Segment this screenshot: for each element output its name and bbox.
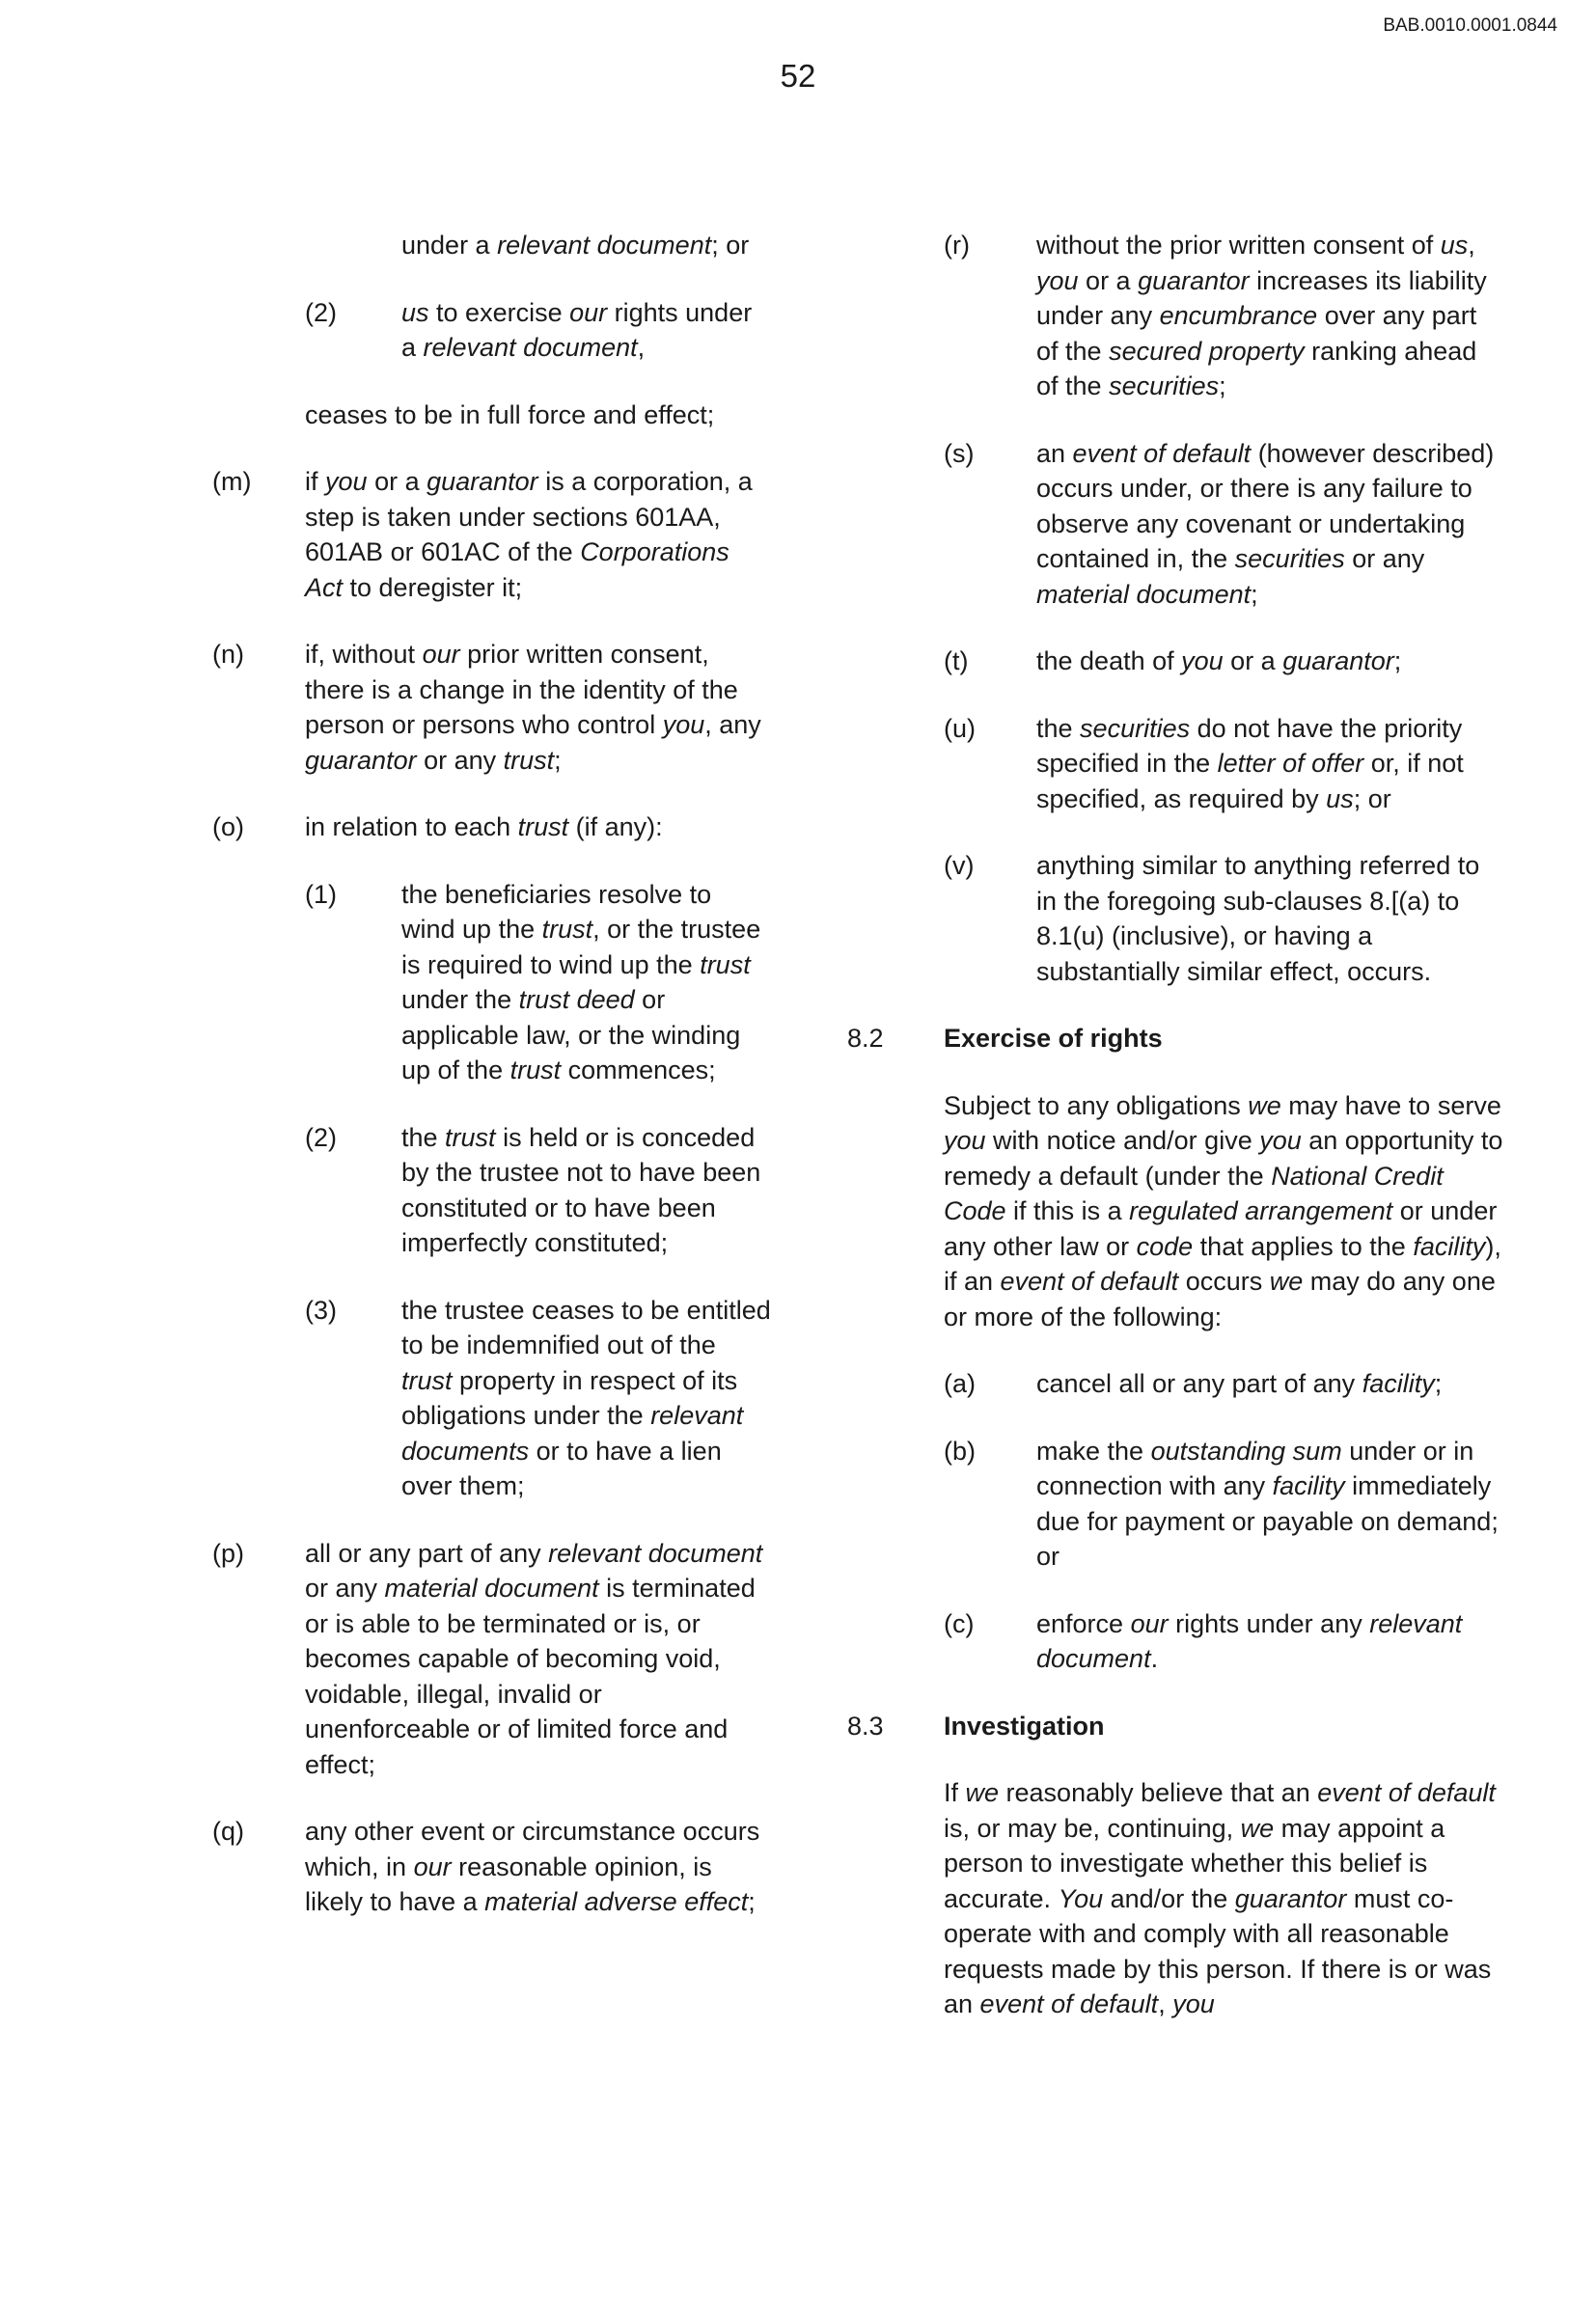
section-title: Investigation xyxy=(944,1711,1105,1741)
section-heading-8-2 xyxy=(847,1021,1503,1056)
clause-label: (a) xyxy=(944,1369,976,1398)
clause-s xyxy=(944,436,1503,613)
section-8-3-body: If we reasonably believe that an event of default is, or may be, continuing, we may appoint a person to investigate whether this belief is accurate. You and/or the guarantor must co-operate with and comply with all reasonable requests made by this person. If there is or was an event of default, you xyxy=(944,1778,1496,2018)
clause-l-1-continuation: under a relevant document; or xyxy=(401,231,750,260)
clause-text: if, without our prior written consent, there is a change in the identity of the person or persons who control you, any guarantor or any trust; xyxy=(305,640,761,775)
clause-label: (3) xyxy=(305,1295,337,1325)
clause-label: (2) xyxy=(305,1122,337,1152)
clause-o xyxy=(212,809,772,845)
clause-label: (t) xyxy=(944,646,969,675)
section-number: 8.3 xyxy=(847,1711,884,1741)
clause-label: (o) xyxy=(212,812,244,841)
clause-8-2-a xyxy=(944,1366,1503,1402)
clause-l-ceases: ceases to be in full force and effect; xyxy=(305,399,715,429)
clause-text: the beneficiaries resolve to wind up the trust, or the trustee is required to wind up the trust under the trust deed or applicable law, or the winding up of the trust commences; xyxy=(401,879,761,1084)
clause-8-2-b xyxy=(944,1434,1503,1575)
clause-text: us to exercise our rights under a relevant document, xyxy=(401,297,753,362)
clause-text: the trustee ceases to be entitled to be indemnified out of the trust property in respect of its obligations under the relevant documents or to have a lien over them; xyxy=(401,1295,771,1500)
section-title: Exercise of rights xyxy=(944,1024,1163,1053)
clause-text: the trust is held or is conceded by the trustee not to have been constituted or to have been imperfectly constituted; xyxy=(401,1122,761,1257)
clause-label: (r) xyxy=(944,231,970,260)
clause-label: (p) xyxy=(212,1538,244,1568)
clause-t xyxy=(944,644,1503,679)
clause-text: if you or a guarantor is a corporation, a step is taken under sections 601AA, 601AB or 601AC of the Corporations Act to deregister it; xyxy=(305,467,753,602)
clause-text: without the prior written consent of us, you or a guarantor increases its liability under any encumbrance over any part of the secured property ranking ahead of the securities; xyxy=(1036,231,1487,400)
clause-r xyxy=(944,228,1503,404)
section-number: 8.2 xyxy=(847,1024,884,1053)
clause-l-2 xyxy=(305,295,772,366)
page-number: 52 xyxy=(780,58,816,94)
clause-text: cancel all or any part of any facility; xyxy=(1036,1369,1443,1398)
clause-text: in relation to each trust (if any): xyxy=(305,812,663,841)
clause-label: (1) xyxy=(305,879,337,909)
clause-label: (n) xyxy=(212,640,244,669)
clause-label: (m) xyxy=(212,467,252,496)
clause-label: (u) xyxy=(944,713,976,743)
clause-p xyxy=(212,1536,772,1783)
clause-n xyxy=(212,637,772,778)
clause-v xyxy=(944,848,1503,989)
clause-text: an event of default (however described) occurs under, or there is any failure to observe any covenant or undertaking contained in, the securities or any material document; xyxy=(1036,438,1495,609)
clause-label: (c) xyxy=(944,1608,975,1638)
clause-text: all or any part of any relevant document or any material document is terminated or is able to be terminated or is, or becomes capable of becoming void, voidable, illegal, invalid or unenforceable or of limited force and effect; xyxy=(305,1538,763,1779)
clause-text: the death of you or a guarantor; xyxy=(1036,646,1402,675)
clause-o-2 xyxy=(305,1120,772,1261)
clause-m xyxy=(212,464,772,605)
section-heading-8-3 xyxy=(847,1709,1503,1744)
clause-label: (b) xyxy=(944,1436,976,1466)
clause-8-2-c xyxy=(944,1606,1503,1677)
clause-label: (q) xyxy=(212,1817,244,1846)
clause-u xyxy=(944,711,1503,817)
left-column xyxy=(212,228,772,1952)
clause-q xyxy=(212,1814,772,1920)
clause-text: anything similar to anything referred to in the foregoing sub-clauses 8.[(a) to 8.1(u) (inclusive), or having a substantially similar effect, occurs. xyxy=(1036,851,1480,986)
clause-text: make the outstanding sum under or in connection with any facility immediately due for payment or payable on demand; or xyxy=(1036,1436,1499,1571)
clause-label: (s) xyxy=(944,438,975,468)
clause-label: (v) xyxy=(944,851,975,880)
clause-text: any other event or circumstance occurs which, in our reasonable opinion, is likely to have a material adverse effect; xyxy=(305,1817,760,1916)
section-8-2-body: Subject to any obligations we may have to serve you with notice and/or give you an opportunity to remedy a default (under the National Credit Code if this is a regulated arrangement or under any other law or code that applies to the facility), if an event of default occurs we may do any one or more of the following: xyxy=(944,1090,1503,1331)
clause-o-1 xyxy=(305,877,772,1088)
document-id: BAB.0010.0001.0844 xyxy=(1383,15,1557,36)
clause-label: (2) xyxy=(305,297,337,327)
clause-text: the securities do not have the priority specified in the letter of offer or, if not specified, as required by us; or xyxy=(1036,713,1464,813)
clause-text: enforce our rights under any relevant document. xyxy=(1036,1608,1463,1673)
right-column xyxy=(847,228,1503,2054)
clause-o-3 xyxy=(305,1293,772,1504)
